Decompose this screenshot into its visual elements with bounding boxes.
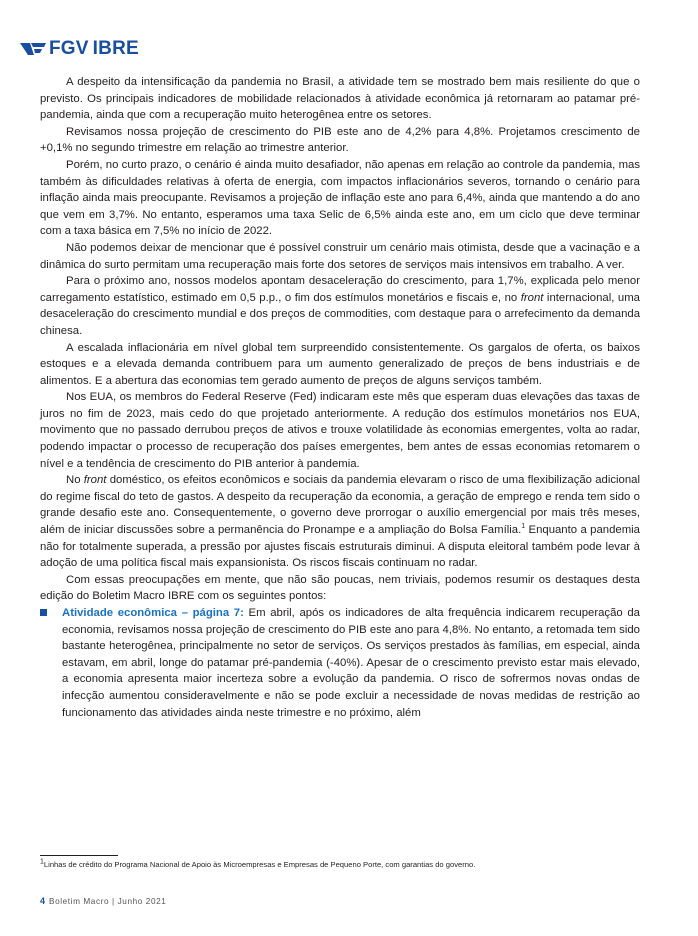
paragraph: Porém, no curto prazo, o cenário é ainda muito desafiador, não apenas em relação ao controle da pandemia, mas também às dificuldades relativas à oferta de energia, com impactos inflacionários severos, tornando o cenário para inflação ainda mais preocupante. Revisamos a projeção de inflação este ano para 6,4%, ainda que mantendo a do ano que vem em 3,7%. No entanto, esperamos uma taxa Selic de 6,5% ainda este ano, em um ciclo que deve terminar com a taxa básica em 7,5% no início de 2022. [40,158,640,238]
footer-text: Boletim Macro | Junho 2021 [49,897,167,906]
highlights-list [40,605,640,721]
fgv-ibre-logo [20,38,139,60]
footnote-marker: 1 [40,858,44,866]
text-run: No [66,474,84,487]
fgv-logo-icon [20,41,46,57]
paragraph: Nos EUA, os membros do Federal Reserve (Fed) indicaram este mês que esperam duas elevações das taxas de juros no fim de 2023, mais cedo do que projetado anteriormente. A redução dos estímulos monetários nos EUA, movimento que no passado derrubou preços de ativos e trouxe volatilidade às economias emergentes, volta ao radar, podendo impactar o processo de recuperação dos países emergentes, bem antes de essas economias retomarem o nível e a tendência de crescimento do PIB anterior à pandemia. [40,391,640,470]
text-run: doméstico, os efeitos econômicos e sociais da pandemia elevaram o risco de uma flexibilização adicional do regime fiscal do teto de gastos. A despeito da recuperação da economia, a geração de emprego e renda tem sido o grande desafio este ano. Consequentemente, o governo deve prorrogar o auxílio emergencial por mais três meses, além de iniciar discussões sobre a permanência do Pronampe e a ampliação do Bolsa Família. [40,474,641,537]
paragraph: A despeito da intensificação da pandemia no Brasil, a atividade tem se mostrado bem mais resiliente do que o previsto. Os principais indicadores de mobilidade relacionados à atividade econômica já retornaram ao patamar pré-pandemia, ainda que com a recuperação muito heterogênea entre os setores. [40,76,640,122]
text-run: internacional, uma desaceleração do crescimento mundial e dos preços de commodities, com destaque para o arrefecimento da demanda chinesa. [40,291,640,337]
logo-fgv: FGV [49,38,89,59]
paragraph [40,273,640,339]
footnote-text: Linhas de crédito do Programa Nacional de Apoio às Microempresas e Empresas de Pequeno Porte, com garantias do governo. [43,860,476,869]
section-link[interactable]: Atividade econômica – página 7: [62,607,244,619]
article-body [40,74,640,721]
footnote-divider [40,855,118,856]
paragraph: Revisamos nossa projeção de crescimento do PIB este ano de 4,2% para 4,8%. Projetamos crescimento de +0,1% no segundo trimestre em relação ao trimestre anterior. [40,125,640,155]
emphasis: front [83,474,107,487]
list-item [40,605,640,721]
paragraph [40,472,640,572]
page-footer [40,896,166,906]
text-run: Para o próximo ano, nossos modelos apontam desaceleração do crescimento, para 1,7%, explicada pelo menor carregamento estatístico, estimado em 0,5 p.p., o fim dos estímulos monetários e fiscais e, no [40,275,640,304]
logo-ibre: IBRE [92,38,139,59]
paragraph: Com essas preocupações em mente, que não são poucas, nem triviais, podemos resumir os destaques desta edição do Boletim Macro IBRE com os seguintes pontos: [40,573,640,603]
emphasis: front [520,291,544,304]
paragraph: Não podemos deixar de mencionar que é possível construir um cenário mais otimista, desde que a vacinação e a dinâmica do surto permitam uma recuperação mais forte dos setores de serviços mais intensivos em trabalho. A ver. [40,241,640,271]
footnote [40,859,660,870]
square-bullet-icon [40,609,47,616]
paragraph: A escalada inflacionária em nível global tem surpreendido consistentemente. Os gargalos de oferta, os baixos estoques e a elevada demanda contribuem para um aumento generalizado de preços de bens industriais e de alimentos. E a abertura das economias tem gerado aumento de preços de alguns serviços também. [40,341,640,387]
footnote-ref[interactable]: 1 [521,523,526,531]
text-run: Enquanto a pandemia não for totalmente superada, a pressão por ajustes fiscais estruturais diminui. A disputa eleitoral também pode levar à adoção de uma política fiscal mais expansionista. Os riscos fiscais continuam no radar. [40,524,640,570]
text-run: Em abril, após os indicadores de alta frequência indicarem recuperação da economia, revisamos nossa projeção de crescimento do PIB este ano para 4,8%. No entanto, a retomada tem sido bastante heterogênea, principalmente no setor de serviços. Os serviços prestados às famílias, em especial, ainda estavam, em abril, longe do patamar pré-pandemia (-40%). Apesar de o crescimento previsto estar mais elevado, a economia apresenta maior incerteza sobre a evolução da pandemia. O risco de sofrermos novas ondas de infecção aumentou consideravelmente e não se pode excluir a necessidade de novas medidas de restrição ao funcionamento das atividades ainda neste trimestre e no próximo, além [62,607,640,719]
logo-text [49,38,139,60]
page-number: 4 [40,896,46,906]
